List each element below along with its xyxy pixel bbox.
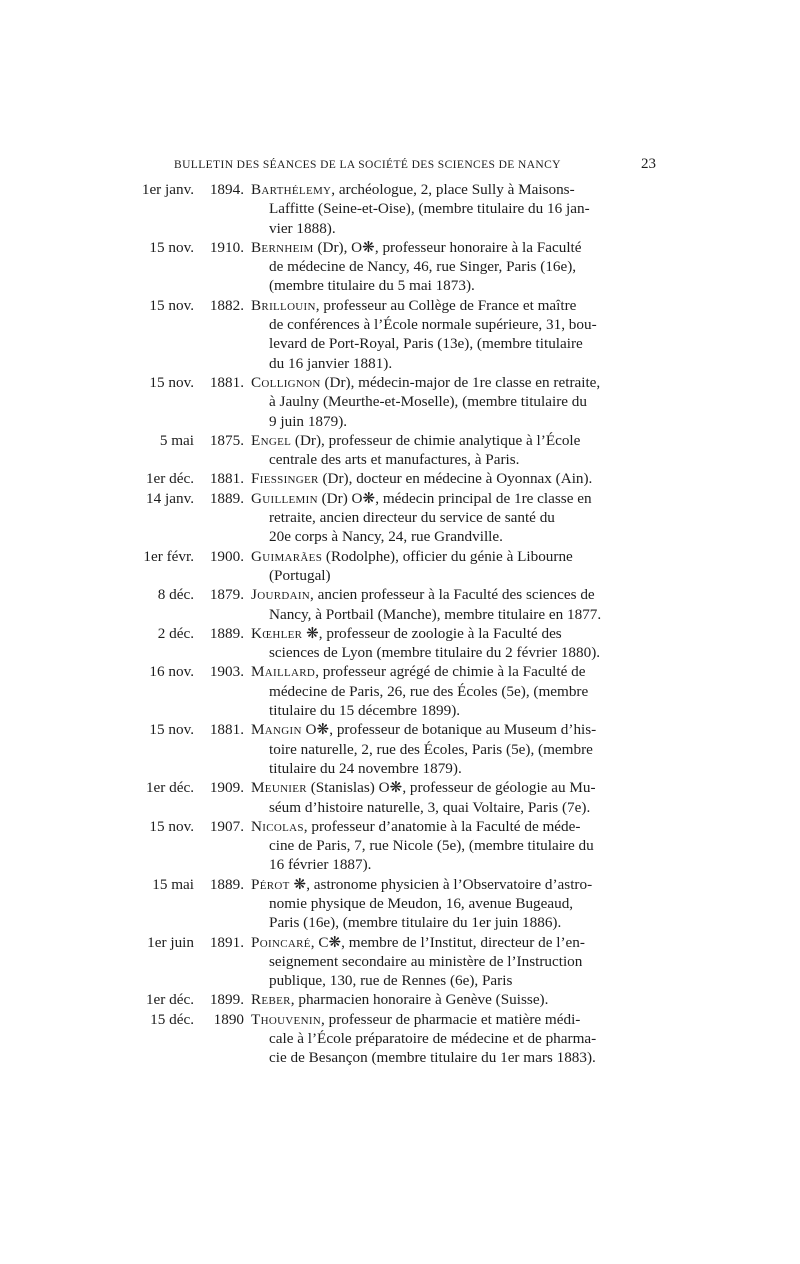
member-entry <box>132 662 658 720</box>
entry-line <box>251 431 658 450</box>
member-entry <box>132 990 658 1009</box>
entry-text <box>248 990 658 1009</box>
entry-line <box>251 662 658 681</box>
member-name: Pérot <box>251 875 290 893</box>
entry-line-text: ❋, professeur de zoologie à la Faculté des <box>302 624 562 642</box>
entry-date: 1er déc. <box>145 470 194 488</box>
member-name: Collignon <box>251 373 321 391</box>
entry-line-text: (Dr), O❋, professeur honoraire à la Faculté <box>313 238 582 256</box>
entry-line-text: , C❋, membre de l’Institut, directeur de l’en- <box>310 933 585 951</box>
member-entry <box>132 720 658 778</box>
entry-date: 5 mai <box>159 431 194 449</box>
entry-line <box>251 624 658 643</box>
entry-line-text: (Stanislas) O❋, professeur de géologie au Mu- <box>306 779 596 797</box>
entry-line <box>251 489 658 508</box>
entry-year: 1891. <box>209 933 244 951</box>
entry-date: 15 mai <box>152 875 194 893</box>
entry-line: toire naturelle, 2, rue des Écoles, Paris (5e), (membre <box>269 740 593 758</box>
member-name: Meunier <box>251 779 307 797</box>
entry-line-text: , pharmacien honoraire à Genève (Suisse). <box>290 991 549 1009</box>
entry-year: 1909. <box>209 779 244 797</box>
entry-line <box>251 373 658 392</box>
entry-line <box>251 817 658 836</box>
entry-text <box>248 1010 658 1068</box>
member-entry <box>132 585 658 624</box>
entry-line: 9 juin 1879). <box>269 412 348 430</box>
entry-line: publique, 130, rue de Rennes (6e), Paris <box>269 972 513 990</box>
entry-year: 1875. <box>209 431 244 449</box>
entry-line: à Jaulny (Meurthe-et-Moselle), (membre titulaire du <box>269 393 587 411</box>
entry-text <box>248 547 658 586</box>
entry-line: Paris (16e), (membre titulaire du 1er juin 1886). <box>269 914 562 932</box>
member-list <box>132 180 658 1068</box>
entry-line: 16 février 1887). <box>269 856 372 874</box>
entry-line-text: , professeur d’anatomie à la Faculté de méde- <box>303 817 581 835</box>
entry-text <box>248 180 658 238</box>
member-entry <box>132 624 658 663</box>
entry-year: 1889. <box>209 489 244 507</box>
entry-date: 14 janv. <box>146 489 194 507</box>
running-head <box>174 156 656 173</box>
entry-date: 1er déc. <box>145 991 194 1009</box>
running-head-title: BULLETIN DES SÉANCES DE LA SOCIÉTÉ DES SCIENCES DE NANCY <box>174 159 561 171</box>
entry-line <box>251 875 658 894</box>
entry-year: 1889. <box>209 875 244 893</box>
entry-date: 16 nov. <box>149 663 194 681</box>
entry-text <box>248 720 658 778</box>
entry-text <box>248 624 658 663</box>
entry-date: 15 nov. <box>149 238 194 256</box>
entry-text <box>248 817 658 875</box>
entry-line: sciences de Lyon (membre titulaire du 2 février 1880). <box>269 644 601 662</box>
entry-line-text: (Dr), médecin-major de 1re classe en retraite, <box>320 373 601 391</box>
entry-date: 15 nov. <box>149 373 194 391</box>
entry-line <box>251 990 658 1009</box>
member-entry <box>132 875 658 933</box>
entry-line: (Portugal) <box>269 566 331 584</box>
entry-line: Nancy, à Portbail (Manche), membre titulaire en 1877. <box>269 605 602 623</box>
entry-line-text: (Dr) O❋, médecin principal de 1re classe en <box>317 489 592 507</box>
entry-line: vier 1888). <box>269 219 336 237</box>
entry-year: 1882. <box>209 296 244 314</box>
entry-line-text: , professeur au Collège de France et maître <box>315 296 577 314</box>
member-entry <box>132 180 658 238</box>
member-name: Nicolas <box>251 817 304 835</box>
member-name: Maillard <box>251 663 316 681</box>
member-name: Guillemin <box>251 489 318 507</box>
entry-line: cale à l’École préparatoire de médecine et de pharma- <box>269 1030 597 1048</box>
entry-line: cine de Paris, 7, rue Nicole (5e), (membre titulaire du <box>269 837 594 855</box>
entry-year: 1900. <box>209 547 244 565</box>
member-name: Brillouin <box>251 296 316 314</box>
entry-year: 1894. <box>209 181 244 198</box>
entry-line: cie de Besançon (membre titulaire du 1er mars 1883). <box>269 1049 596 1067</box>
entry-line-text: , professeur agrégé de chimie à la Faculté de <box>315 663 586 681</box>
entry-line-text: (Dr), docteur en médecine à Oyonnax (Ain). <box>318 470 593 488</box>
entry-line-text: ❋, astronome physicien à l’Observatoire d’astro- <box>289 875 593 893</box>
entry-text <box>248 778 658 817</box>
member-name: Fiessinger <box>251 470 319 488</box>
member-entry <box>132 1010 658 1068</box>
entry-line: retraite, ancien directeur du service de santé du <box>269 509 555 527</box>
member-name: Guimarães <box>251 547 323 565</box>
entry-line: de médecine de Nancy, 46, rue Singer, Paris (16e), <box>269 258 577 276</box>
entry-date: 1er févr. <box>143 547 194 565</box>
entry-line: seignement secondaire au ministère de l’Instruction <box>269 952 583 970</box>
entry-date: 15 déc. <box>150 1010 194 1028</box>
entry-year: 1890 <box>213 1010 244 1028</box>
entry-line <box>251 933 658 952</box>
entry-line-text: , archéologue, 2, place Sully à Maisons- <box>331 181 575 198</box>
entry-line: du 16 janvier 1881). <box>269 354 393 372</box>
entry-line <box>251 238 658 257</box>
entry-line: levard de Port-Royal, Paris (13e), (membre titulaire <box>269 335 583 353</box>
entry-date: 1er déc. <box>145 779 194 797</box>
entry-text <box>248 875 658 933</box>
entry-year: 1881. <box>209 373 244 391</box>
entry-line <box>251 469 658 488</box>
entry-line: titulaire du 24 novembre 1879). <box>269 759 462 777</box>
entry-date: 2 déc. <box>157 624 194 642</box>
member-entry <box>132 238 658 296</box>
entry-date: 15 nov. <box>149 817 194 835</box>
member-name: Barthélemy <box>251 181 332 198</box>
page-number: 23 <box>641 156 656 172</box>
entry-year: 1879. <box>209 586 244 604</box>
entry-text <box>248 238 658 296</box>
entry-year: 1889. <box>209 624 244 642</box>
entry-line <box>251 1010 658 1029</box>
entry-line-text: , ancien professeur à la Faculté des sciences de <box>310 586 595 604</box>
member-name: Jourdain <box>251 586 311 604</box>
entry-line <box>251 778 658 797</box>
member-entry <box>132 933 658 991</box>
member-entry <box>132 817 658 875</box>
entry-line: médecine de Paris, 26, rue des Écoles (5e), (membre <box>269 682 589 700</box>
member-name: Reber <box>251 991 291 1009</box>
entry-year: 1910. <box>209 238 244 256</box>
member-name: Mangin <box>251 721 302 739</box>
entry-line-text: (Rodolphe), officier du génie à Libourne <box>322 547 573 565</box>
entry-year: 1899. <box>209 991 244 1009</box>
entry-line <box>251 296 658 315</box>
entry-line-text: (Dr), professeur de chimie analytique à l’École <box>291 431 581 449</box>
entry-text <box>248 489 658 547</box>
entry-line <box>251 720 658 739</box>
entry-text <box>248 585 658 624</box>
entry-line-text: , professeur de pharmacie et matière médi- <box>321 1010 581 1028</box>
member-entry <box>132 431 658 470</box>
entry-line <box>251 585 658 604</box>
entry-line: titulaire du 15 décembre 1899). <box>269 702 461 720</box>
member-entry <box>132 489 658 547</box>
entry-line: nomie physique de Meudon, 16, avenue Bugeaud, <box>269 894 574 912</box>
entry-year: 1903. <box>209 663 244 681</box>
member-name: Engel <box>251 431 292 449</box>
member-name: Bernheim <box>251 238 314 256</box>
member-name: Thouvenin <box>251 1010 322 1028</box>
member-name: Poincaré <box>251 933 311 951</box>
entry-line: centrale des arts et manufactures, à Paris. <box>269 451 520 469</box>
entry-date: 1er janv. <box>141 181 194 198</box>
entry-line-text: O❋, professeur de botanique au Museum d’his- <box>301 721 597 739</box>
member-entry <box>132 469 658 488</box>
entry-date: 15 nov. <box>149 296 194 314</box>
entry-text <box>248 373 658 431</box>
entry-year: 1881. <box>209 721 244 739</box>
entry-line <box>251 547 658 566</box>
entry-line <box>251 180 658 199</box>
entry-line: (membre titulaire du 5 mai 1873). <box>269 277 475 295</box>
entry-text <box>248 662 658 720</box>
entry-year: 1907. <box>209 817 244 835</box>
entry-line: séum d’histoire naturelle, 3, quai Voltaire, Paris (7e). <box>269 798 591 816</box>
entry-text <box>248 431 658 470</box>
entry-line: 20e corps à Nancy, 24, rue Grandville. <box>269 528 503 546</box>
entry-text <box>248 296 658 373</box>
entry-date: 1er juin <box>147 933 194 951</box>
entry-year: 1881. <box>209 470 244 488</box>
member-entry <box>132 296 658 373</box>
entry-line: de conférences à l’École normale supérieure, 31, bou- <box>269 316 597 334</box>
member-name: Kœhler <box>251 624 303 642</box>
member-entry <box>132 373 658 431</box>
entry-line: Laffitte (Seine-et-Oise), (membre titulaire du 16 jan- <box>269 200 590 218</box>
member-entry <box>132 778 658 817</box>
entry-text <box>248 469 658 488</box>
entry-date: 15 nov. <box>149 721 194 739</box>
entry-date: 8 déc. <box>157 586 194 604</box>
entry-text <box>248 933 658 991</box>
member-entry <box>132 547 658 586</box>
